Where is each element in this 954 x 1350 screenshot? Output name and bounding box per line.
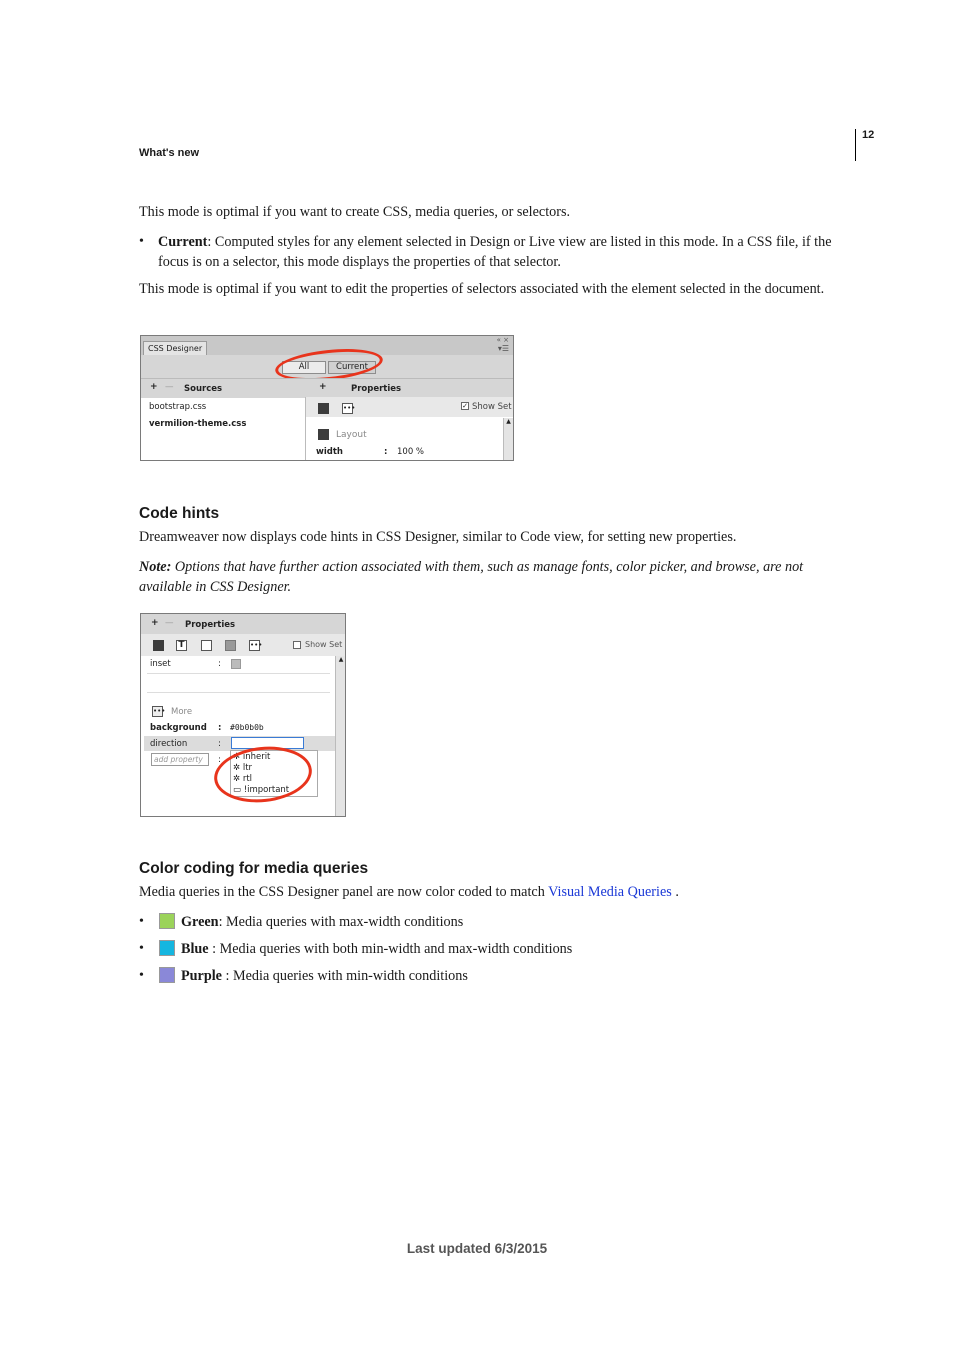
inset-swatch[interactable]	[231, 659, 241, 669]
properties-scrollbar[interactable]: ▲	[503, 418, 513, 460]
intro-paragraph: This mode is optimal if you want to create CSS, media queries, or selectors.	[139, 204, 571, 220]
property-value[interactable]: 100 %	[397, 447, 425, 457]
last-updated-footer: Last updated 6/3/2015	[406, 1241, 548, 1256]
keyword-icon: ✲	[233, 763, 241, 773]
hint-item-label: inherit	[242, 752, 271, 762]
add-property-separator: :	[218, 755, 221, 765]
properties-label: Properties	[185, 620, 236, 630]
list-item	[139, 939, 844, 966]
background-property-name[interactable]: background	[150, 723, 207, 733]
note-text: Options that have further action associated with them, such as manage fonts, color picker, and browse, are not available in CSS Designer.	[139, 559, 804, 595]
remove-property-icon[interactable]: —	[165, 618, 174, 628]
current-button[interactable]: Current	[328, 361, 376, 374]
bullet-dot: •	[139, 914, 144, 929]
color-coding-text-end: .	[671, 884, 679, 900]
color-coding-heading: Color coding for media queries	[139, 860, 369, 877]
property-name[interactable]: width	[316, 447, 343, 457]
current-bullet	[139, 232, 844, 272]
media-query-color-list	[139, 912, 844, 993]
bullet-dot: •	[139, 968, 144, 983]
more-section-icon: •••	[153, 707, 166, 715]
keyword-icon: ✲	[233, 752, 241, 762]
inset-separator: :	[218, 659, 221, 669]
blue-swatch	[159, 940, 175, 956]
show-set-label: Show Set	[305, 640, 343, 649]
sources-label: Sources	[184, 384, 223, 394]
purple-desc: : Media queries with min-width conditions	[221, 968, 468, 984]
all-button[interactable]: All	[282, 361, 326, 374]
show-set-checkbox[interactable]: ✓	[462, 402, 468, 410]
important-icon: ▭	[233, 785, 242, 795]
layout-section-icon	[318, 429, 329, 440]
show-set-checkbox[interactable]	[293, 641, 301, 649]
background-separator: :	[218, 723, 222, 733]
show-set-label: Show Set	[472, 402, 512, 412]
border-icon[interactable]	[201, 640, 212, 651]
bullet-dot: •	[139, 941, 144, 956]
more-icon[interactable]: •••	[250, 641, 263, 649]
green-swatch	[159, 913, 175, 929]
note-label: Note:	[139, 559, 172, 575]
background-value[interactable]: #0b0b0b	[230, 723, 264, 732]
edit-paragraph: This mode is optimal if you want to edit the properties of selectors associated with the element selected in the document.	[139, 281, 825, 297]
layout-icon[interactable]	[153, 640, 164, 651]
code-hints-paragraph: Dreamweaver now displays code hints in CSS Designer, similar to Code view, for setting new properties.	[139, 529, 737, 545]
remove-source-icon[interactable]: —	[165, 382, 174, 392]
current-desc: : Computed styles for any element selected in Design or Live view are listed in this mode. In a CSS file, if the focus is on a selector, this mode displays the properties of that selector.	[158, 234, 832, 270]
purple-swatch	[159, 967, 175, 983]
add-property-placeholder: add property	[154, 755, 203, 764]
text-icon[interactable]: T	[176, 640, 187, 651]
purple-term: Purple	[181, 968, 222, 984]
scrollbar[interactable]: ▲	[335, 656, 346, 816]
source-item-selected[interactable]: vermilion-theme.css	[149, 419, 247, 429]
green-term: Green	[181, 914, 219, 930]
collapse-icon[interactable]: « ×	[496, 336, 509, 344]
running-header: What's new	[139, 147, 200, 159]
source-item[interactable]: bootstrap.css	[149, 402, 207, 412]
direction-separator: :	[218, 739, 221, 749]
direction-property-name[interactable]: direction	[150, 739, 188, 749]
list-item	[139, 912, 844, 939]
visual-media-queries-link[interactable]: Visual Media Queries	[548, 884, 672, 900]
layout-section-label: Layout	[336, 430, 367, 440]
more-section-label: More	[171, 707, 193, 717]
add-property-input[interactable]	[151, 753, 209, 766]
tab-css-designer[interactable]: CSS Designer	[143, 341, 207, 356]
hint-item-label: !important	[243, 785, 290, 795]
properties-label: Properties	[351, 384, 402, 394]
note-paragraph	[139, 557, 844, 597]
green-desc: : Media queries with max-width conditions	[218, 914, 464, 930]
code-hints-heading: Code hints	[139, 505, 220, 522]
add-source-icon[interactable]: +	[150, 382, 158, 392]
color-coding-text: Media queries in the CSS Designer panel are now color coded to match	[139, 884, 549, 900]
code-hints-screenshot	[140, 613, 346, 817]
add-property-icon[interactable]: +	[151, 618, 159, 628]
blue-term: Blue	[181, 941, 209, 957]
property-separator: :	[384, 447, 388, 457]
bullet-dot: •	[139, 234, 144, 249]
hint-item-label: rtl	[242, 774, 253, 784]
add-property-icon[interactable]: +	[319, 382, 327, 392]
list-item	[139, 966, 844, 993]
keyword-icon: ✲	[233, 774, 241, 784]
hint-item-label: ltr	[242, 763, 253, 773]
css-designer-screenshot	[140, 335, 514, 461]
page-number: 12	[862, 129, 875, 141]
section-rule	[147, 692, 330, 693]
panel-menu-icon[interactable]: ▾☰	[497, 344, 509, 353]
background-icon[interactable]	[225, 640, 236, 651]
header-divider	[855, 129, 856, 161]
layout-category-icon[interactable]	[318, 403, 329, 414]
current-term: Current	[158, 234, 208, 250]
inset-property-name[interactable]: inset	[150, 659, 171, 669]
blue-desc: : Media queries with both min-width and max-width conditions	[208, 941, 573, 957]
current-bullet-text	[158, 232, 844, 272]
row-rule	[147, 673, 330, 674]
color-coding-paragraph	[139, 882, 844, 902]
more-category-icon[interactable]: •••	[343, 404, 356, 412]
